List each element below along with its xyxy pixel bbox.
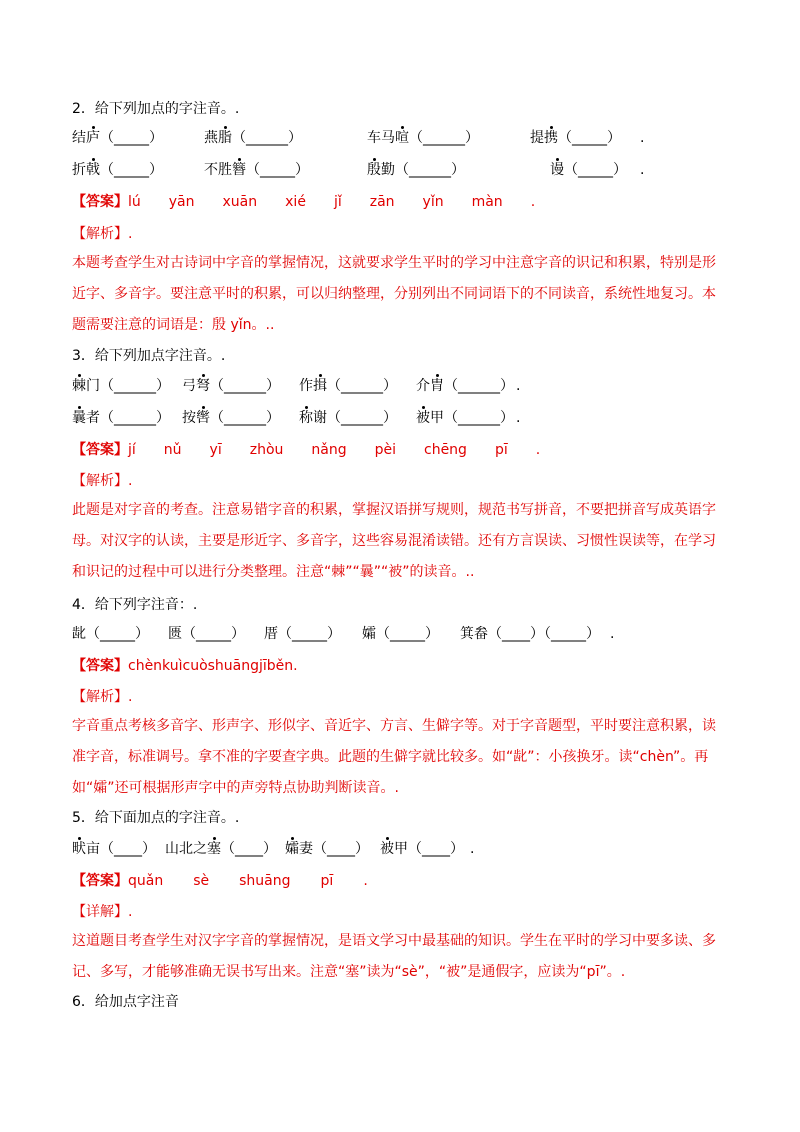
answer-pinyin: yǐn: [422, 194, 444, 210]
answer-text: chènkuìcuòshuāngjīběn.: [128, 658, 298, 674]
answer-pinyin: yī: [209, 442, 222, 458]
fill-item: [299, 404, 416, 432]
fill-item: [168, 620, 264, 648]
answer-blank: （______）: [100, 410, 170, 426]
word-prefix: 按: [182, 410, 196, 426]
word-suffix: 门: [86, 378, 100, 394]
word-suffix: 勤: [381, 162, 395, 178]
analysis-line: 和识记的过程中可以进行分类整理。注意“棘”“曩”“被”的读音。..: [72, 564, 475, 580]
fill-item: [416, 404, 516, 432]
row-tail: .: [640, 162, 645, 178]
target-char: 厝: [264, 626, 278, 642]
dotted-char: 被: [380, 835, 394, 863]
q3-row2: [72, 404, 520, 432]
row-tail: .: [516, 378, 521, 394]
q4-answer: [72, 652, 298, 680]
fill-item: [362, 620, 460, 648]
dotted-char: 被: [416, 404, 430, 432]
answer-blank: （______）: [444, 378, 514, 394]
answer-pinyin: lú: [128, 194, 141, 210]
q5-row: [72, 835, 474, 863]
dotted-char: 辔: [196, 404, 210, 432]
analysis-line: 母。对汉字的认读，主要是形近字、多音字，这些容易混淆读错。还有方言误读、习惯性误读等，在学习: [72, 533, 716, 549]
answer-blank: （____）: [408, 841, 464, 857]
answer-pinyin: zān: [369, 194, 395, 210]
fill-item: [530, 124, 640, 152]
answer-blank: （_____）: [376, 626, 439, 642]
fill-item: [72, 620, 168, 648]
fill-item: [264, 620, 362, 648]
word-suffix: 甲: [430, 410, 444, 426]
dotted-char: 脂: [218, 124, 232, 152]
answer-blank: （_____）: [100, 130, 163, 146]
answer-blank: （____）: [313, 841, 369, 857]
fill-item: [380, 835, 470, 863]
fill-item: [72, 404, 182, 432]
q2-row1: [72, 124, 644, 152]
word-suffix: 谢: [313, 410, 327, 426]
answer-pinyin: pèi: [374, 442, 396, 458]
answer-pinyin: chēng: [424, 442, 467, 458]
target-char: 龀: [72, 626, 86, 642]
q3-answer: [72, 436, 540, 464]
fill-item: [204, 124, 367, 152]
word-prefix: 弓: [182, 378, 196, 394]
answer-pinyin: jí: [128, 442, 136, 458]
analysis-line: 本题考查学生对古诗词中字音的掌握情况，这就要求学生平时的学习中注意字音的识记和积累，特别是形: [72, 255, 716, 271]
dotted-char: 塞: [207, 835, 221, 863]
fill-item: [204, 156, 367, 184]
dotted-char: 喧: [395, 124, 409, 152]
answer-pinyin: màn: [471, 194, 503, 210]
answer-blank: （_____）: [278, 626, 341, 642]
fill-item: [550, 156, 640, 184]
row-tail: .: [610, 626, 615, 642]
analysis-line: 如“孀”还可根据形声字中的声旁特点协助判断读音。.: [72, 780, 399, 796]
fill-item: [72, 372, 182, 400]
answer-tail: .: [530, 194, 536, 210]
answer-tail: .: [363, 873, 368, 889]
answer-pinyin: xié: [285, 194, 306, 210]
q4-analysis: [72, 711, 732, 804]
answer-tail: .: [535, 442, 541, 458]
answer-blank: （_____）: [246, 162, 309, 178]
word-prefix: 车马: [367, 130, 395, 146]
answer-pinyin: jǐ: [333, 194, 342, 210]
answer-blank: （______）: [395, 162, 465, 178]
q2-answer: [72, 188, 535, 216]
fill-item: [72, 124, 204, 152]
word-prefix: 折: [72, 162, 86, 178]
q3-analysis: [72, 495, 732, 588]
dotted-char: 殷: [367, 156, 381, 184]
word-prefix: 介: [416, 378, 430, 394]
answer-pinyin: sè: [193, 873, 210, 889]
answer-tag: 【答案】: [72, 442, 128, 458]
analysis-line: 此题是对字音的考查。注意易错字音的积累，掌握汉语拼写规则，规范书写拼音，不要把拼音写成英语字: [72, 502, 716, 518]
answer-pinyin: zhòu: [249, 442, 284, 458]
answer-blank: （______）: [232, 130, 302, 146]
fill-item: [416, 372, 516, 400]
dotted-char: 孀: [285, 835, 299, 863]
answer-blank: （______）: [409, 130, 479, 146]
answer-tag: 【答案】: [72, 194, 128, 210]
answer-blank: （_____）: [182, 626, 245, 642]
dotted-char: 戟: [86, 156, 100, 184]
q5-analysis-tag: 【详解】.: [72, 904, 133, 920]
q3-analysis-tag: 【解析】.: [72, 473, 133, 489]
answer-blank: （_____）: [86, 626, 149, 642]
word-prefix: 不胜: [204, 162, 232, 178]
fill-item: [72, 835, 165, 863]
answer-blank: （______）: [210, 378, 280, 394]
analysis-line: 记、多写，才能够准确无误书写出来。注意“塞”读为“sè”，“被”是通假字，应读为“pī”。.: [72, 964, 626, 980]
fill-item: [165, 835, 285, 863]
dotted-char: 携: [544, 124, 558, 152]
row-tail: .: [470, 841, 475, 857]
answer-blank: （______）: [444, 410, 514, 426]
answer-pinyin: xuān: [222, 194, 258, 210]
q5-title: 5．给下面加点的字注音。.: [72, 810, 240, 826]
q3-title: 3．给下列加点字注音。.: [72, 348, 226, 364]
answer-pinyin: pī: [494, 442, 508, 458]
word-prefix: 山北之: [165, 841, 207, 857]
answer-blank: （______）: [327, 410, 397, 426]
fill-item: [72, 156, 204, 184]
word-suffix: 亩: [86, 841, 100, 857]
answer-blank: （____）: [221, 841, 277, 857]
fill-item: [367, 156, 550, 184]
answer-blank: （_____）: [564, 162, 627, 178]
answer-tag: 【答案】: [72, 658, 128, 674]
analysis-line: 这道题目考查学生对汉字字音的掌握情况，是语文学习中最基础的知识。学生在平时的学习中要多读、多: [72, 933, 716, 949]
answer-pinyin: shuāng: [239, 873, 291, 889]
row-tail: .: [516, 410, 521, 426]
q4-row: [72, 620, 614, 648]
fill-item: [285, 835, 380, 863]
answer-pinyin: nǎng: [311, 442, 347, 458]
dotted-char: 谩: [550, 156, 564, 184]
word-suffix: 妻: [299, 841, 313, 857]
dotted-char: 畎: [72, 835, 86, 863]
dotted-char: 庐: [86, 124, 100, 152]
q5-analysis: [72, 926, 732, 988]
word-prefix: 提: [530, 130, 544, 146]
dotted-char: 揖: [313, 372, 327, 400]
answer-pinyin: yān: [168, 194, 195, 210]
analysis-line: 准字音，标准调号。拿不准的字要查字典。此题的生僻字就比较多。如“龀”：小孩换牙。读“chèn”。再: [72, 749, 709, 765]
fill-item: [460, 620, 610, 648]
word-prefix: 结: [72, 130, 86, 146]
target-char: 孀: [362, 626, 376, 642]
q4-title: 4．给下列字注音：.: [72, 597, 198, 613]
dotted-char: 簪: [232, 156, 246, 184]
dotted-char: 弩: [196, 372, 210, 400]
q4-analysis-tag: 【解析】.: [72, 689, 133, 705]
answer-pinyin: quǎn: [128, 873, 164, 889]
answer-blank: （____）: [100, 841, 156, 857]
analysis-line: 字音重点考核多音字、形声字、形似字、音近字、方言、生僻字等。对于字音题型，平时要注意积累，读: [72, 718, 716, 734]
q2-analysis-tag: 【解析】.: [72, 226, 133, 242]
answer-tag: 【答案】: [72, 873, 128, 889]
q2-row2: [72, 156, 644, 184]
answer-blank: （______）: [100, 378, 170, 394]
word-suffix: 者: [86, 410, 100, 426]
q5-answer: [72, 867, 368, 895]
fill-item: [367, 124, 530, 152]
answer-blank: （______）: [327, 378, 397, 394]
analysis-line: 近字、多音字。要注意平时的积累，可以归纳整理，分别列出不同词语下的不同读音，系统性地复习。本: [72, 286, 716, 302]
q6-title: 6．给加点字注音: [72, 994, 179, 1010]
answer-blank: （_____）: [558, 130, 621, 146]
dotted-char: 胄: [430, 372, 444, 400]
q2-title: 2．给下列加点的字注音。.: [72, 101, 240, 117]
word-prefix: 燕: [204, 130, 218, 146]
dotted-char: 称: [299, 404, 313, 432]
row-tail: .: [640, 130, 645, 146]
dotted-char: 曩: [72, 404, 86, 432]
answer-pinyin: pī: [320, 873, 334, 889]
answer-blank: （____）（_____）: [488, 626, 600, 642]
target-char: 箕畚: [460, 626, 488, 642]
answer-blank: （_____）: [100, 162, 163, 178]
target-char: 匮: [168, 626, 182, 642]
word-suffix: 甲: [394, 841, 408, 857]
answer-pinyin: nǔ: [163, 442, 182, 458]
analysis-line: 题需要注意的词语是：殷 yǐn。..: [72, 317, 275, 333]
q2-analysis: [72, 248, 732, 341]
fill-item: [182, 404, 299, 432]
q3-row1: [72, 372, 520, 400]
word-prefix: 作: [299, 378, 313, 394]
dotted-char: 棘: [72, 372, 86, 400]
fill-item: [299, 372, 416, 400]
fill-item: [182, 372, 299, 400]
answer-blank: （______）: [210, 410, 280, 426]
